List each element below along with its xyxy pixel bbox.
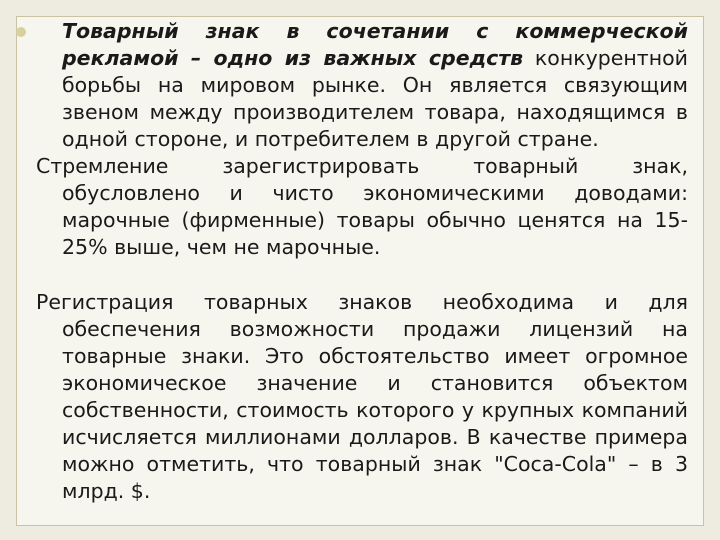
- paragraph-text: конкурентной борьбы на мировом рынке. Он является связующим звеном между производителем товара, находящимся в одной стороне, и потребителем в другой стране.: [62, 46, 688, 151]
- paragraph-registration-motive: Стремление зарегистрировать товарный знак, обусловлено и чисто экономическими доводами: марочные (фирменные) товары обычно ценятся на 15-25% выше, чем не марочные.: [36, 154, 688, 259]
- paragraph-license-sales: Регистрация товарных знаков необходима и для обеспечения возможности продажи лицензий на товарные знаки. Это обстоятельство имеет огромное экономическое значение и становится объектом собственности, стоимость которого у крупных компаний исчисляется миллионами долларов. В качестве примера можно отметить, что товарный знак "Coca-Cola" – в 3 млрд. $.: [36, 290, 688, 503]
- spacer: [36, 261, 688, 289]
- bullet-icon: [16, 27, 26, 37]
- slide-content: [36, 18, 688, 505]
- paragraph-trademark-advertising: [36, 18, 688, 153]
- emphasis-text: Товарный знак в сочетании с коммерческой рекламой – одно из важных средств: [62, 19, 688, 70]
